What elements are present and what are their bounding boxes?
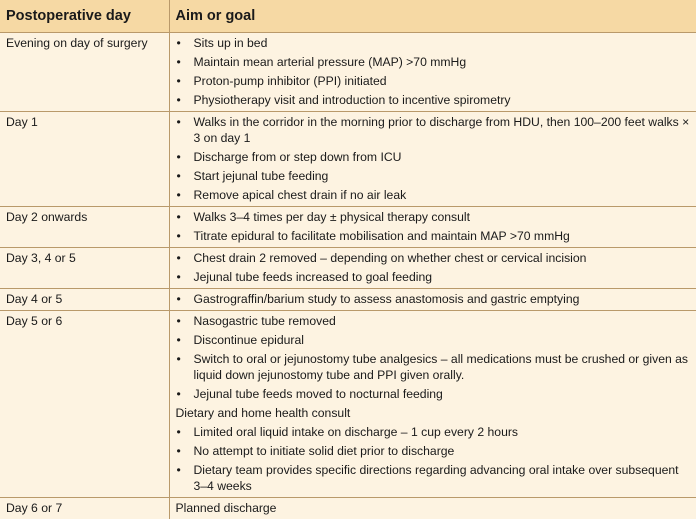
table-row: [0, 289, 696, 311]
list-item: • Dietary team provides specific directions regarding advancing oral intake over subsequent 3–4 weeks: [174, 462, 691, 494]
list-item: • Proton-pump inhibitor (PPI) initiated: [174, 73, 691, 89]
list-item: • Jejunal tube feeds moved to nocturnal feeding: [174, 386, 691, 402]
list-item: • Switch to oral or jejunostomy tube analgesics – all medications must be crushed or given as liquid down jejunostomy tube and PPI given orally.: [174, 351, 691, 383]
day-cell: Day 5 or 6: [0, 311, 169, 498]
aims-cell: [169, 33, 696, 112]
list-item: • Discontinue epidural: [174, 332, 691, 348]
table-row: [0, 311, 696, 498]
list-item: • Chest drain 2 removed – depending on whether chest or cervical incision: [174, 250, 691, 266]
aims-list: [174, 114, 691, 203]
list-item: • Sits up in bed: [174, 35, 691, 51]
list-item: • Remove apical chest drain if no air leak: [174, 187, 691, 203]
list-item: • Start jejunal tube feeding: [174, 168, 691, 184]
aims-list: [174, 35, 691, 108]
list-item: • Nasogastric tube removed: [174, 313, 691, 329]
day-cell: Day 3, 4 or 5: [0, 248, 169, 289]
table-row: [0, 112, 696, 207]
aims-list: [174, 291, 691, 307]
aims-cell: [169, 248, 696, 289]
day-cell: Day 1: [0, 112, 169, 207]
table-row: [0, 33, 696, 112]
list-item: • Gastrograffin/barium study to assess anastomosis and gastric emptying: [174, 291, 691, 307]
list-item: • Maintain mean arterial pressure (MAP) >70 mmHg: [174, 54, 691, 70]
list-item: • Walks in the corridor in the morning prior to discharge from HDU, then 100–200 feet walks × 3 on day 1: [174, 114, 691, 146]
day-cell: Evening on day of surgery: [0, 33, 169, 112]
header-postoperative-day: Postoperative day: [0, 0, 169, 33]
list-item: • Jejunal tube feeds increased to goal feeding: [174, 269, 691, 285]
planned-discharge-text: Planned discharge: [174, 500, 691, 516]
header-aim-or-goal: Aim or goal: [169, 0, 696, 33]
list-item: • Limited oral liquid intake on discharge – 1 cup every 2 hours: [174, 424, 691, 440]
table-header-row: [0, 0, 696, 33]
table-row: [0, 498, 696, 519]
list-item: • No attempt to initiate solid diet prior to discharge: [174, 443, 691, 459]
list-item: • Walks 3–4 times per day ± physical therapy consult: [174, 209, 691, 225]
aims-list: [174, 209, 691, 244]
aims-cell: [169, 289, 696, 311]
aims-list: [174, 250, 691, 285]
aims-cell: [169, 311, 696, 498]
day-cell: Day 2 onwards: [0, 207, 169, 248]
dietary-list: [174, 424, 691, 494]
table-row: [0, 248, 696, 289]
aims-cell: [169, 207, 696, 248]
list-item: • Discharge from or step down from ICU: [174, 149, 691, 165]
subheading-dietary-consult: Dietary and home health consult: [174, 405, 691, 421]
aims-cell: [169, 498, 696, 519]
aims-list: [174, 313, 691, 402]
list-item: • Physiotherapy visit and introduction to incentive spirometry: [174, 92, 691, 108]
aims-cell: [169, 112, 696, 207]
list-item: • Titrate epidural to facilitate mobilisation and maintain MAP >70 mmHg: [174, 228, 691, 244]
day-cell: Day 4 or 5: [0, 289, 169, 311]
day-cell: Day 6 or 7: [0, 498, 169, 519]
table-row: [0, 207, 696, 248]
